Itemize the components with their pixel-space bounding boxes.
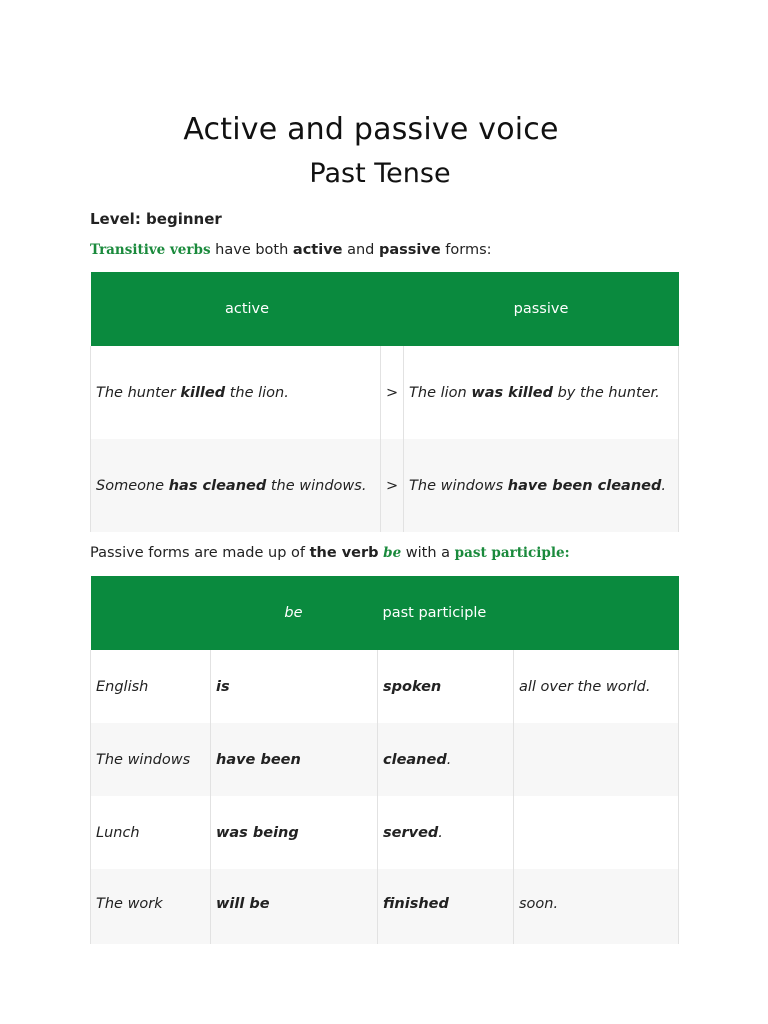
header-past-participle: past participle [378,576,679,650]
passive-sentence: The lion was killed by the hunter. [404,346,679,439]
participle-cell: served. [378,796,514,869]
table-row [91,650,679,723]
intro-paragraph: Transitive verbs have both active and passive forms: [90,242,492,258]
be-cell: have been [211,723,378,796]
be-cell: was being [211,796,378,869]
rest-cell [514,723,679,796]
subject-cell: The windows [91,723,211,796]
be-cell: is [211,650,378,723]
rest-cell: all over the world. [514,650,679,723]
table-row [91,346,679,439]
table-header-row [91,576,679,650]
table-row [91,869,679,944]
passive-forms-paragraph: Passive forms are made up of the verb be with a past participle: [90,545,570,561]
header-be: be [91,576,378,650]
rest-cell [514,796,679,869]
past-participle-link[interactable]: past participle [454,545,565,561]
subject-cell: English [91,650,211,723]
active-passive-table [90,272,679,532]
active-sentence: Someone has cleaned the windows. [91,439,381,532]
subject-cell: The work [91,869,211,944]
participle-cell: spoken [378,650,514,723]
page-title: Active and passive voice [183,112,559,148]
header-passive: passive [404,272,679,346]
passive-sentence: The windows have been cleaned. [404,439,679,532]
participle-cell: finished [378,869,514,944]
be-link[interactable]: be [383,545,402,561]
table-row [91,439,679,532]
arrow-cell: > [381,439,404,532]
subject-cell: Lunch [91,796,211,869]
transitive-verbs-link[interactable]: Transitive verbs [90,242,211,258]
participle-cell: cleaned. [378,723,514,796]
level-label: Level: beginner [90,210,222,228]
active-sentence: The hunter killed the lion. [91,346,381,439]
table-row [91,796,679,869]
passive-forms-table [90,576,679,944]
table-row [91,723,679,796]
page-subtitle: Past Tense [309,158,451,189]
table-header-row [91,272,679,346]
header-active: active [91,272,404,346]
arrow-cell: > [381,346,404,439]
be-cell: will be [211,869,378,944]
rest-cell: soon. [514,869,679,944]
